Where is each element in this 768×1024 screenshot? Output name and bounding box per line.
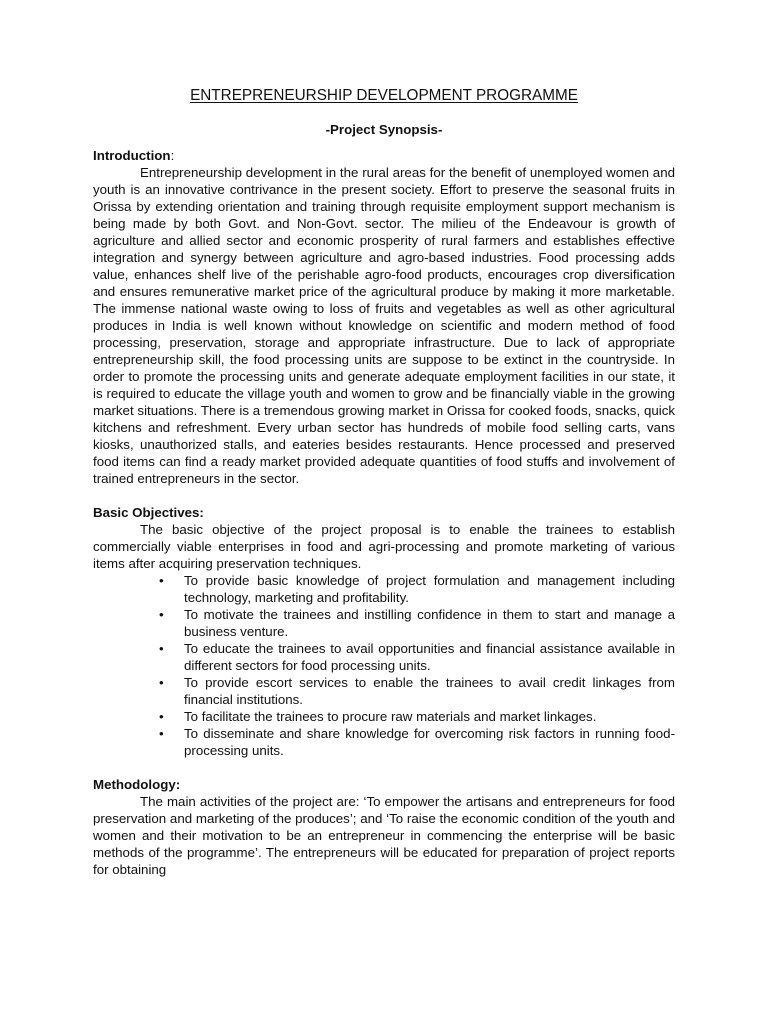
objective-item bbox=[159, 674, 675, 708]
introduction-paragraph: Entrepreneurship development in the rural areas for the benefit of unemployed women and youth is an innovative contrivance in the present society. Effort to preserve the seasonal fruits in Orissa by extending orientation and training through requisite employment support mechanism is being made by both Govt. and Non-Govt. sector. The milieu of the Endeavour is growth of agriculture and allied sector and economic prosperity of rural farmers and establishes effective integration and synergy between agriculture and agro-based industries. Food processing adds value, enhances shelf live of the perishable agro-food products, encourages crop diversification and ensures remunerative market price of the agricultural produce by making it more marketable. The immense national waste owing to loss of fruits and vegetables as well as other agricultural produces in India is well known without knowledge on scientific and modern method of food processing, preservation, storage and appropriate infrastructure. Due to lack of appropriate entrepreneurship skill, the food processing units are suppose to be extinct in the countryside. In order to promote the processing units and generate adequate employment facilities in our state, it is required to educate the village youth and women to grow and be financially viable in the growing market situations. There is a tremendous growing market in Orissa for cooked foods, snacks, quick kitchens and refreshment. Every urban sector has hundreds of mobile food selling carts, vans kiosks, unauthorized stalls, and eateries besides restaurants. Hence processed and preserved food items can find a ready market provided adequate quantities of food stuffs and involvement of trained entrepreneurs in the sector. bbox=[93, 165, 675, 486]
objective-item bbox=[159, 725, 675, 759]
objective-text: To motivate the trainees and instilling confidence in them to start and manage a business venture. bbox=[184, 607, 675, 639]
methodology-paragraph: The main activities of the project are: ‘To empower the artisans and entrepreneurs for food preservation and marketing of the produces’; and ‘To raise the economic condition of the youth and women and their motivation to be an entrepreneur in commencing the enterprise will be basic methods of the programme’. The entrepreneurs will be educated for preparation of project reports for obtaining bbox=[93, 794, 675, 877]
introduction-heading bbox=[93, 147, 675, 164]
document-subtitle: -Project Synopsis- bbox=[325, 122, 443, 137]
introduction-section bbox=[93, 147, 675, 487]
bullet-icon: • bbox=[159, 675, 164, 690]
objective-text: To provide escort services to enable the trainees to avail credit linkages from financial institutions. bbox=[184, 675, 675, 707]
basic-objectives-paragraph: The basic objective of the project proposal is to enable the trainees to establish commercially viable enterprises in food and agri-processing and promote marketing of various items after acquiring preservation techniques. bbox=[93, 522, 675, 571]
bullet-icon: • bbox=[159, 726, 164, 741]
objective-item bbox=[159, 606, 675, 640]
objective-text: To facilitate the trainees to procure raw materials and market linkages. bbox=[184, 709, 597, 724]
objective-item bbox=[159, 708, 675, 725]
objective-text: To educate the trainees to avail opportunities and financial assistance available in different sectors for food processing units. bbox=[184, 641, 675, 673]
basic-objectives-heading: Basic Objectives: bbox=[93, 505, 204, 520]
objective-item bbox=[159, 572, 675, 606]
objective-text: To disseminate and share knowledge for overcoming risk factors in running food-processing units. bbox=[184, 726, 675, 758]
document-title: ENTREPRENEURSHIP DEVELOPMENT PROGRAMME bbox=[190, 87, 578, 104]
introduction-heading-text: Introduction bbox=[93, 148, 171, 163]
objective-item bbox=[159, 640, 675, 674]
basic-objectives-section bbox=[93, 504, 675, 759]
introduction-heading-colon: : bbox=[170, 148, 175, 163]
bullet-icon: • bbox=[159, 573, 164, 588]
bullet-icon: • bbox=[159, 607, 164, 622]
methodology-section bbox=[93, 776, 675, 878]
objectives-list bbox=[93, 572, 675, 759]
bullet-icon: • bbox=[159, 709, 164, 724]
methodology-heading: Methodology: bbox=[93, 777, 181, 792]
objective-text: To provide basic knowledge of project formulation and management including technology, marketing and profitability. bbox=[184, 573, 675, 605]
document-page bbox=[93, 86, 675, 895]
bullet-icon: • bbox=[159, 641, 164, 656]
